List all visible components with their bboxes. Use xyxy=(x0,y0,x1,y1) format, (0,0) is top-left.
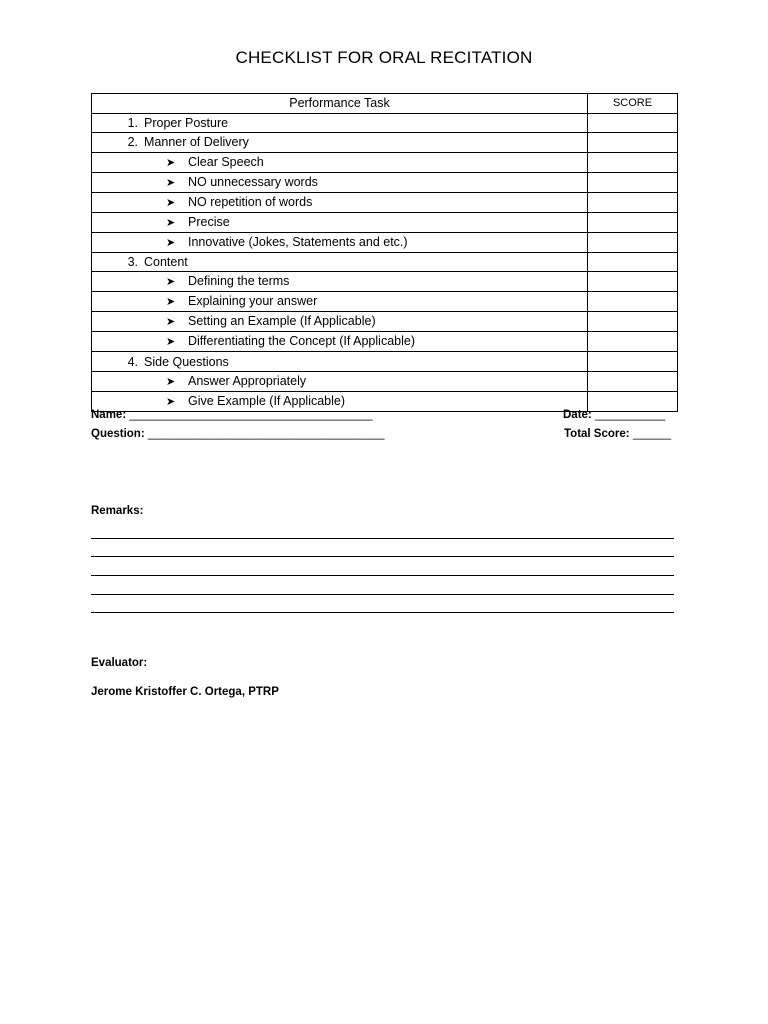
table-row xyxy=(92,272,678,292)
table-row xyxy=(92,352,678,372)
task-label: Side Questions xyxy=(144,354,229,369)
task-label: Explaining your answer xyxy=(188,294,318,309)
task-label: Answer Appropriately xyxy=(188,373,307,388)
evaluator-label: Evaluator: xyxy=(91,657,148,669)
table-row xyxy=(92,332,678,352)
score-cell[interactable] xyxy=(588,371,678,391)
question-label: Question: xyxy=(91,428,145,440)
table-row xyxy=(92,371,678,391)
table-row xyxy=(92,133,678,153)
task-label: Clear Speech xyxy=(188,154,264,169)
task-label: NO repetition of words xyxy=(188,194,313,209)
table-row xyxy=(92,292,678,312)
score-cell[interactable] xyxy=(588,152,678,172)
task-label: NO unnecessary words xyxy=(188,174,318,189)
arrow-bullet-icon: ➤ xyxy=(166,316,176,329)
task-label: Precise xyxy=(188,214,230,229)
task-label: Give Example (If Applicable) xyxy=(188,393,346,408)
score-cell[interactable] xyxy=(588,332,678,352)
score-cell[interactable] xyxy=(588,272,678,292)
arrow-bullet-icon: ➤ xyxy=(166,276,176,289)
checklist-table xyxy=(91,93,678,412)
arrow-bullet-icon: ➤ xyxy=(166,216,176,229)
total-score-field xyxy=(564,428,671,440)
header-performance-task: Performance Task xyxy=(92,94,588,114)
task-cell xyxy=(92,212,588,232)
date-field xyxy=(563,409,665,421)
table-row xyxy=(92,172,678,192)
task-cell xyxy=(92,332,588,352)
question-field xyxy=(91,428,385,440)
date-label: Date: xyxy=(563,409,592,421)
task-cell xyxy=(92,113,588,133)
remarks-line xyxy=(91,612,674,613)
item-number: 3. xyxy=(127,255,138,270)
score-cell[interactable] xyxy=(588,212,678,232)
task-label: Proper Posture xyxy=(144,115,229,130)
task-label: Defining the terms xyxy=(188,274,290,289)
task-cell xyxy=(92,172,588,192)
table-header-row xyxy=(92,94,678,114)
task-cell xyxy=(92,152,588,172)
table-row xyxy=(92,192,678,212)
arrow-bullet-icon: ➤ xyxy=(166,375,176,388)
table-row xyxy=(92,152,678,172)
task-cell xyxy=(92,371,588,391)
score-cell[interactable] xyxy=(588,133,678,153)
task-cell xyxy=(92,272,588,292)
remarks-line xyxy=(91,538,674,539)
table-row xyxy=(92,113,678,133)
arrow-bullet-icon: ➤ xyxy=(166,336,176,349)
item-number: 4. xyxy=(127,354,138,369)
name-label: Name: xyxy=(91,409,127,421)
score-cell[interactable] xyxy=(588,352,678,372)
arrow-bullet-icon: ➤ xyxy=(166,236,176,249)
remarks-line xyxy=(91,556,674,557)
task-label: Content xyxy=(144,255,188,270)
item-number: 2. xyxy=(127,135,138,150)
arrow-bullet-icon: ➤ xyxy=(166,176,176,189)
task-cell xyxy=(92,292,588,312)
date-blank: ___________ xyxy=(594,409,666,421)
name-blank: ______________________________________ xyxy=(129,409,373,421)
score-cell[interactable] xyxy=(588,312,678,332)
arrow-bullet-icon: ➤ xyxy=(166,395,176,408)
checklist-body xyxy=(92,113,678,411)
score-cell[interactable] xyxy=(588,252,678,272)
score-cell[interactable] xyxy=(588,192,678,212)
question-blank: _____________________________________ xyxy=(147,428,385,440)
arrow-bullet-icon: ➤ xyxy=(166,156,176,169)
name-field xyxy=(91,409,372,421)
remarks-label: Remarks: xyxy=(91,505,144,517)
score-cell[interactable] xyxy=(588,113,678,133)
score-cell[interactable] xyxy=(588,232,678,252)
total-score-label: Total Score: xyxy=(564,428,630,440)
page-title: CHECKLIST FOR ORAL RECITATION xyxy=(235,48,533,67)
table-row xyxy=(92,252,678,272)
task-label: Innovative (Jokes, Statements and etc.) xyxy=(188,234,408,249)
task-label: Manner of Delivery xyxy=(144,135,249,150)
task-cell xyxy=(92,133,588,153)
task-cell xyxy=(92,312,588,332)
header-score: SCORE xyxy=(588,94,678,114)
score-cell[interactable] xyxy=(588,292,678,312)
task-cell xyxy=(92,192,588,212)
table-row xyxy=(92,232,678,252)
table-row xyxy=(92,212,678,232)
task-label: Setting an Example (If Applicable) xyxy=(188,314,376,329)
total-score-blank: ______ xyxy=(632,428,672,440)
arrow-bullet-icon: ➤ xyxy=(166,196,176,209)
score-cell[interactable] xyxy=(588,172,678,192)
table-row xyxy=(92,312,678,332)
arrow-bullet-icon: ➤ xyxy=(166,296,176,309)
item-number: 1. xyxy=(127,115,138,130)
evaluator-name: Jerome Kristoffer C. Ortega, PTRP xyxy=(91,686,279,698)
remarks-line xyxy=(91,575,674,576)
task-cell xyxy=(92,232,588,252)
task-cell xyxy=(92,252,588,272)
task-label: Differentiating the Concept (If Applicable) xyxy=(188,334,415,349)
remarks-line xyxy=(91,594,674,595)
task-cell xyxy=(92,352,588,372)
